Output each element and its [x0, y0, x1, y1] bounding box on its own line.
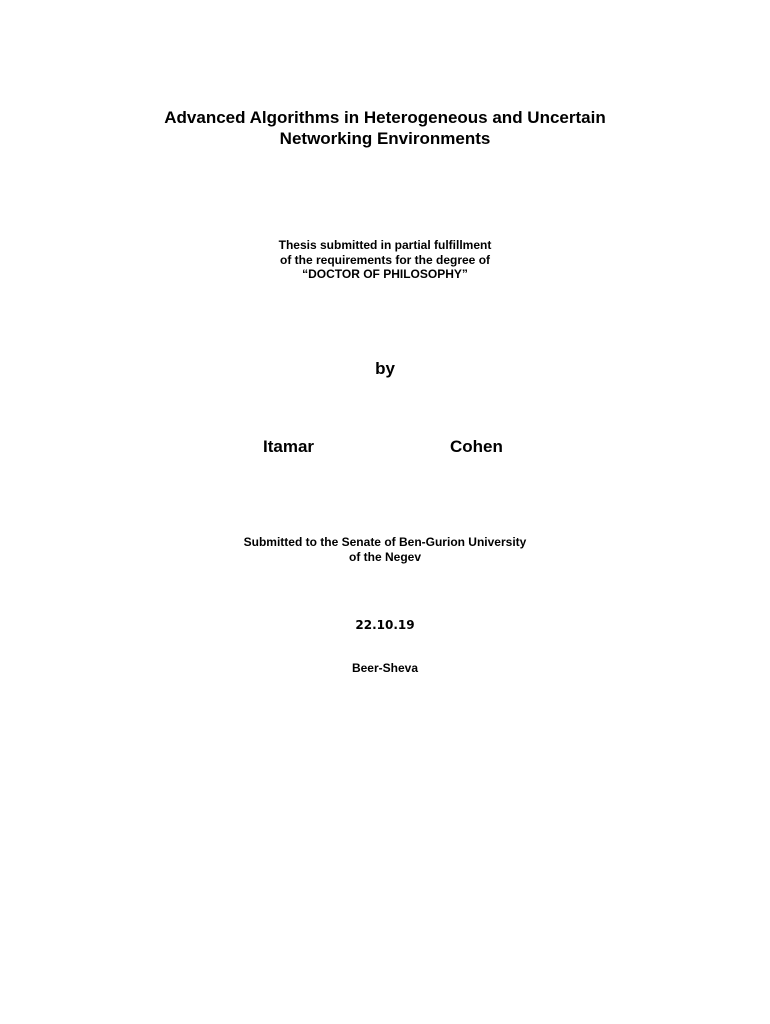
by-label: by [375, 359, 395, 378]
location: Beer-Sheva [351, 661, 419, 675]
thesis-statement-line-1: Thesis submitted in partial fulfillment [278, 238, 492, 252]
submission-line-1: Submitted to the Senate of Ben-Gurion University [243, 535, 527, 549]
thesis-title-line-2: Networking Environments [279, 129, 491, 148]
thesis-statement-line-2: of the requirements for the degree of [279, 253, 491, 267]
submission-date: 22.10.19 [355, 618, 415, 632]
thesis-statement-line-3: “DOCTOR OF PHILOSOPHY” [302, 267, 468, 281]
author-first-name: Itamar [263, 437, 315, 456]
submission-line-2: of the Negev [348, 550, 421, 564]
thesis-title-line-1: Advanced Algorithms in Heterogeneous and Uncertain [164, 108, 606, 127]
author-last-name: Cohen [450, 437, 503, 456]
